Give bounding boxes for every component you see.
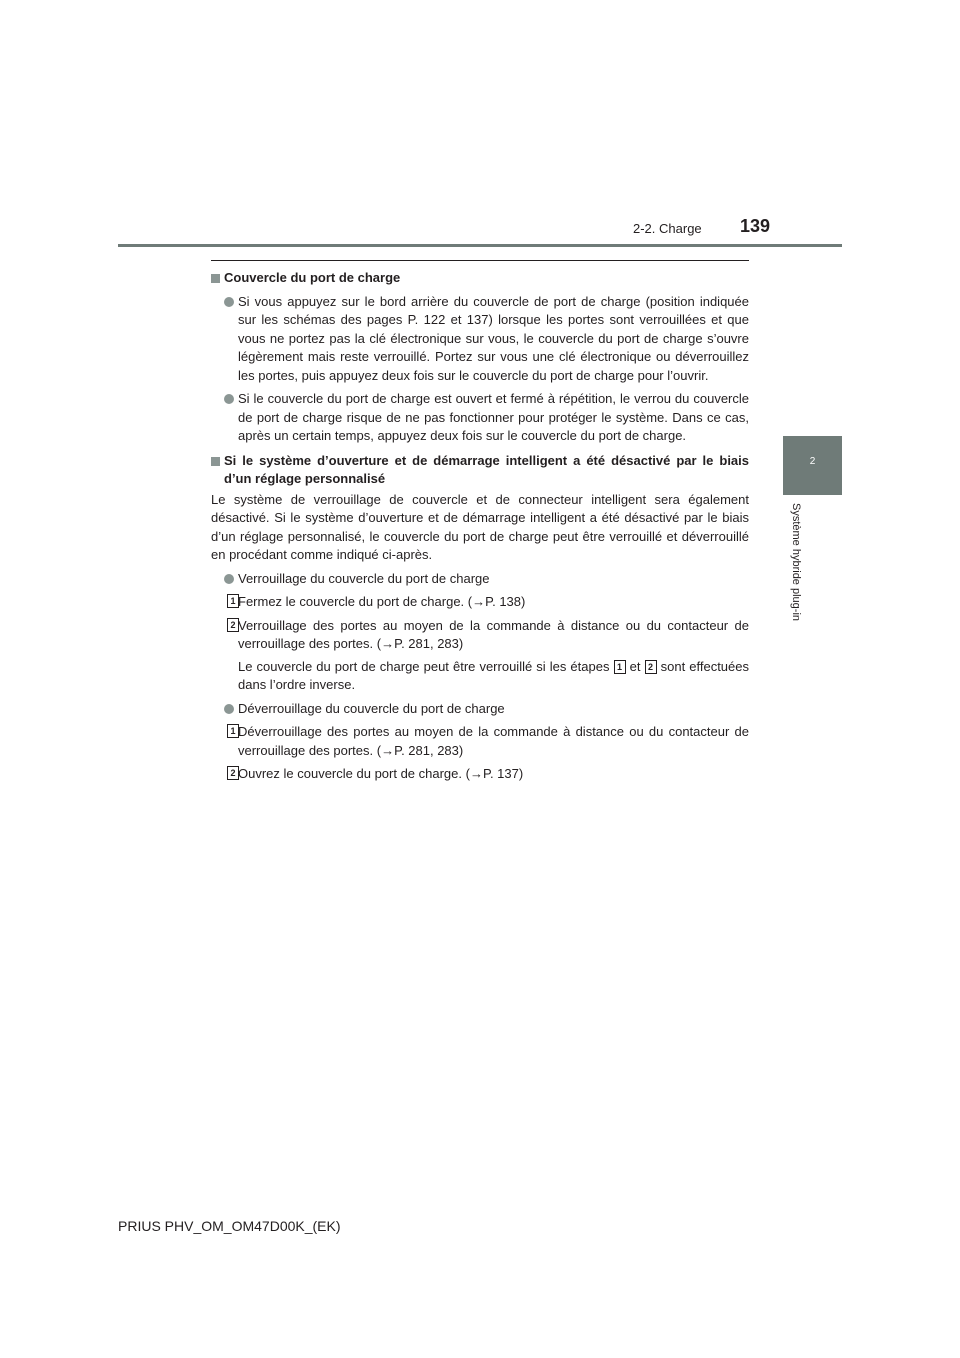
- bullet-text: Verrouillage du couvercle du port de charge: [238, 570, 490, 586]
- step-number-badge: 2: [645, 660, 657, 674]
- content-top-rule: [211, 260, 749, 261]
- bullet-item-unlock: [211, 700, 749, 719]
- bullet-item-lock: [211, 570, 749, 589]
- step-item: [211, 593, 749, 612]
- step-number-badge: 2: [227, 618, 239, 632]
- step-number-badge: 1: [227, 724, 239, 738]
- chapter-tab-number: 2: [809, 456, 816, 467]
- page-content: [211, 269, 749, 784]
- square-bullet-icon: [211, 457, 220, 466]
- section-heading-text: Couvercle du port de charge: [224, 270, 401, 285]
- step-item: [211, 723, 749, 760]
- document-code-footer: PRIUS PHV_OM_OM47D00K_(EK): [118, 1218, 341, 1234]
- bullet-text: Si vous appuyez sur le bord arrière du couvercle de port de charge (position indiquée sur les schémas des pages P. 122 et 137) lorsque les portes sont verrouillées et que vous ne portez pas la clé électronique sur vous, le couvercle du port de charge s’ouvre légèrement mais reste verrouillé. Portez sur vous une clé électronique ou déverrouillez les portes, puis appuyez deux fois sur le couvercle du port de charge pour l’ouvrir.: [238, 293, 749, 383]
- bullet-text: Si le couvercle du port de charge est ouvert et fermé à répétition, le verrou du couvercle de port de charge risque de ne pas fonctionner pour protéger le système. Dans ce cas, après un certain temps, appuyez deux fois sur le couvercle du port de charge.: [238, 391, 749, 443]
- paragraph: Le système de verrouillage de couvercle et de connecteur intelligent sera également désactivé. Si le système d’ouverture et de démarrage intelligent a été désactivé par le biais d’un réglage personnalisé, le couvercle du port de charge peut être verrouillé et déverrouillé en procédant comme indiqué ci-après.: [211, 491, 749, 562]
- bullet-text: Déverrouillage du couvercle du port de charge: [238, 700, 505, 716]
- section-heading-charge-port-cover: [211, 269, 749, 288]
- circle-bullet-icon: [224, 574, 234, 584]
- square-bullet-icon: [211, 274, 220, 283]
- circle-bullet-icon: [224, 704, 234, 714]
- step-number-badge: 1: [227, 594, 239, 608]
- header-rule: [118, 244, 842, 247]
- step-text: Verrouillage des portes au moyen de la commande à distance ou du contacteur de verrouillage des portes. (→P. 281, 283): [238, 617, 749, 651]
- section-heading-text: Si le système d’ouverture et de démarrage intelligent a été désactivé par le biais d’un réglage personnalisé: [224, 452, 749, 486]
- page-number: 139: [740, 216, 771, 236]
- note-text: sont effectuées dans l’ordre inverse.: [238, 658, 749, 692]
- step-item: [211, 617, 749, 654]
- circle-bullet-icon: [224, 394, 234, 404]
- bullet-item: [211, 293, 749, 386]
- step-text: Fermez le couvercle du port de charge. (→P. 138): [238, 594, 526, 609]
- chapter-side-label: Système hybride plug-in: [790, 503, 802, 622]
- section-heading-smart-system-disabled: [211, 452, 749, 489]
- step-number-badge: 2: [227, 766, 239, 780]
- step-note: [211, 658, 749, 695]
- step-text: Déverrouillage des portes au moyen de la commande à distance ou du contacteur de verrouillage des portes. (→P. 281, 283): [238, 724, 749, 758]
- note-text: et: [625, 658, 645, 674]
- running-header-section: 2-2. Charge: [633, 221, 702, 236]
- step-number-badge: 1: [614, 660, 626, 674]
- step-text: Ouvrez le couvercle du port de charge. (→P. 137): [238, 766, 524, 781]
- step-item: [211, 765, 749, 784]
- circle-bullet-icon: [224, 297, 234, 307]
- bullet-item: [211, 390, 749, 446]
- note-text: Le couvercle du port de charge peut être verrouillé si les étapes: [238, 658, 614, 674]
